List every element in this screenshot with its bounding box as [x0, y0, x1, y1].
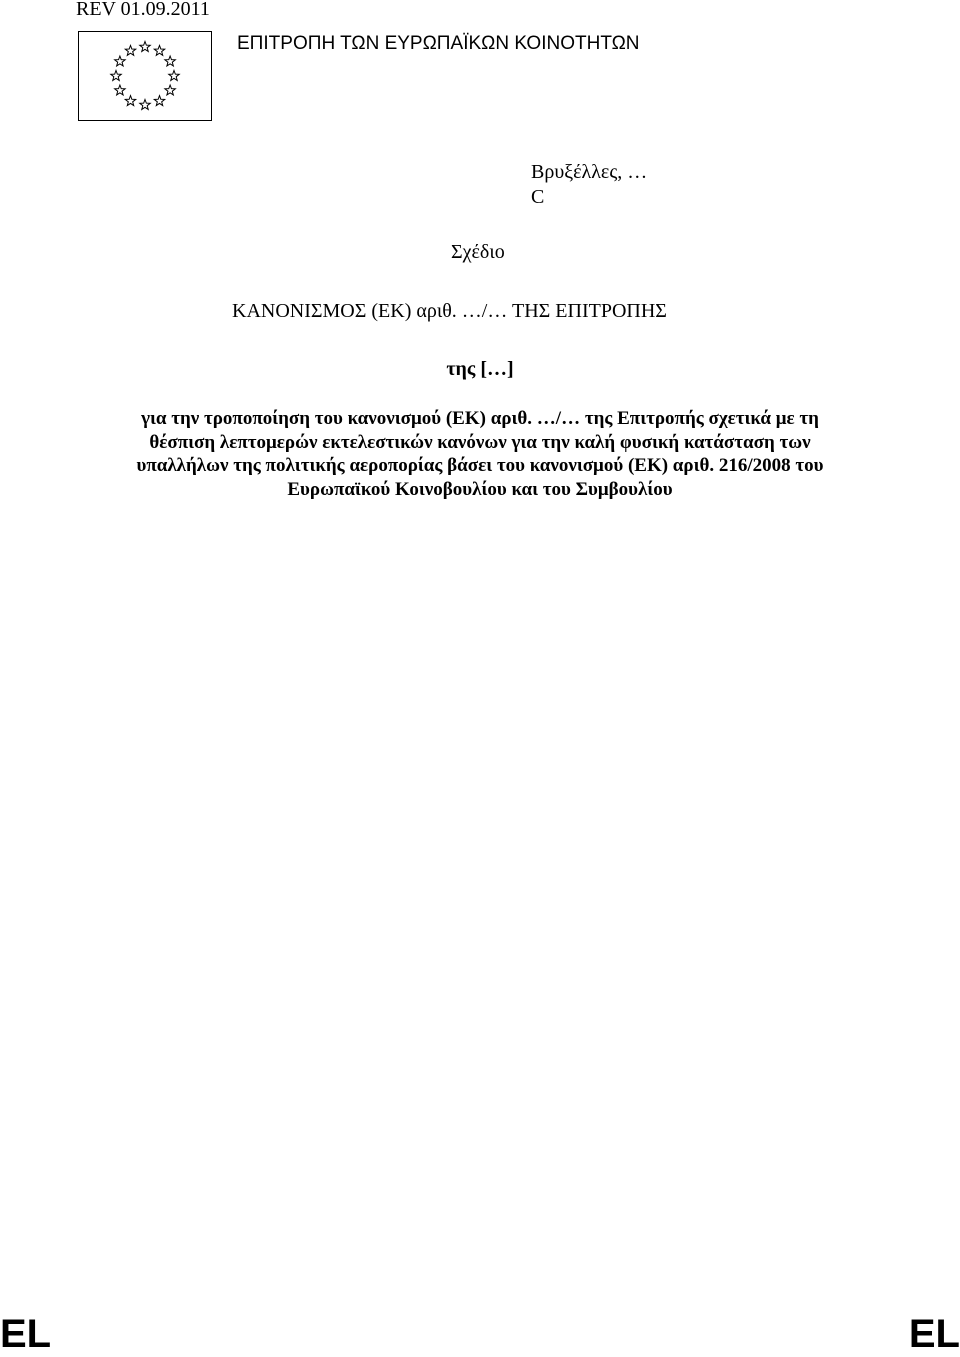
regulation-title: ΚΑΝΟΝΙΣΜΟΣ (ΕΚ) αριθ. …/… ΤΗΣ ΕΠΙΤΡΟΠΗΣ: [232, 300, 667, 322]
revision-label: REV 01.09.2011: [76, 0, 210, 20]
star-icon: [140, 42, 150, 52]
star-icon: [125, 96, 135, 106]
subject-line: υπαλλήλων της πολιτικής αεροπορίας βάσει του κανονισμού (ΕΚ) αριθ. 216/2008 του: [136, 455, 824, 476]
subject-line: θέσπιση λεπτομερών εκτελεστικών κανόνων για την καλή φυσική κατάσταση των: [149, 431, 811, 453]
place-date: Βρυξέλλες, …: [531, 161, 648, 183]
star-icon: [125, 45, 135, 55]
subject-line: Ευρωπαϊκού Κοινοβουλίου και του Συμβουλίου: [287, 478, 673, 500]
star-icon: [154, 45, 164, 55]
star-icon: [115, 56, 125, 66]
regulation-date: της […]: [446, 358, 514, 380]
c-number: C: [531, 186, 545, 208]
language-code-left: EL: [0, 1312, 52, 1356]
star-icon: [169, 71, 179, 81]
star-icon: [111, 71, 121, 81]
star-icon: [140, 100, 150, 110]
institution-name: ΕΠΙΤΡΟΠΗ ΤΩΝ ΕΥΡΩΠΑΪΚΩΝ ΚΟΙΝΟΤΗΤΩΝ: [237, 33, 640, 54]
star-icon: [154, 96, 164, 106]
eu-flag-logo: [78, 31, 212, 121]
draft-label: Σχέδιο: [451, 241, 505, 263]
star-icon: [165, 85, 175, 95]
star-icon: [115, 85, 125, 95]
regulation-subject: [82, 407, 878, 501]
subject-line: για την τροποποίηση του κανονισμού (ΕΚ) αριθ. …/… της Επιτροπής σχετικά με τη: [141, 408, 819, 429]
language-code-right: EL: [908, 1312, 960, 1356]
star-icon: [165, 56, 175, 66]
star-circle-icon: [79, 32, 213, 122]
